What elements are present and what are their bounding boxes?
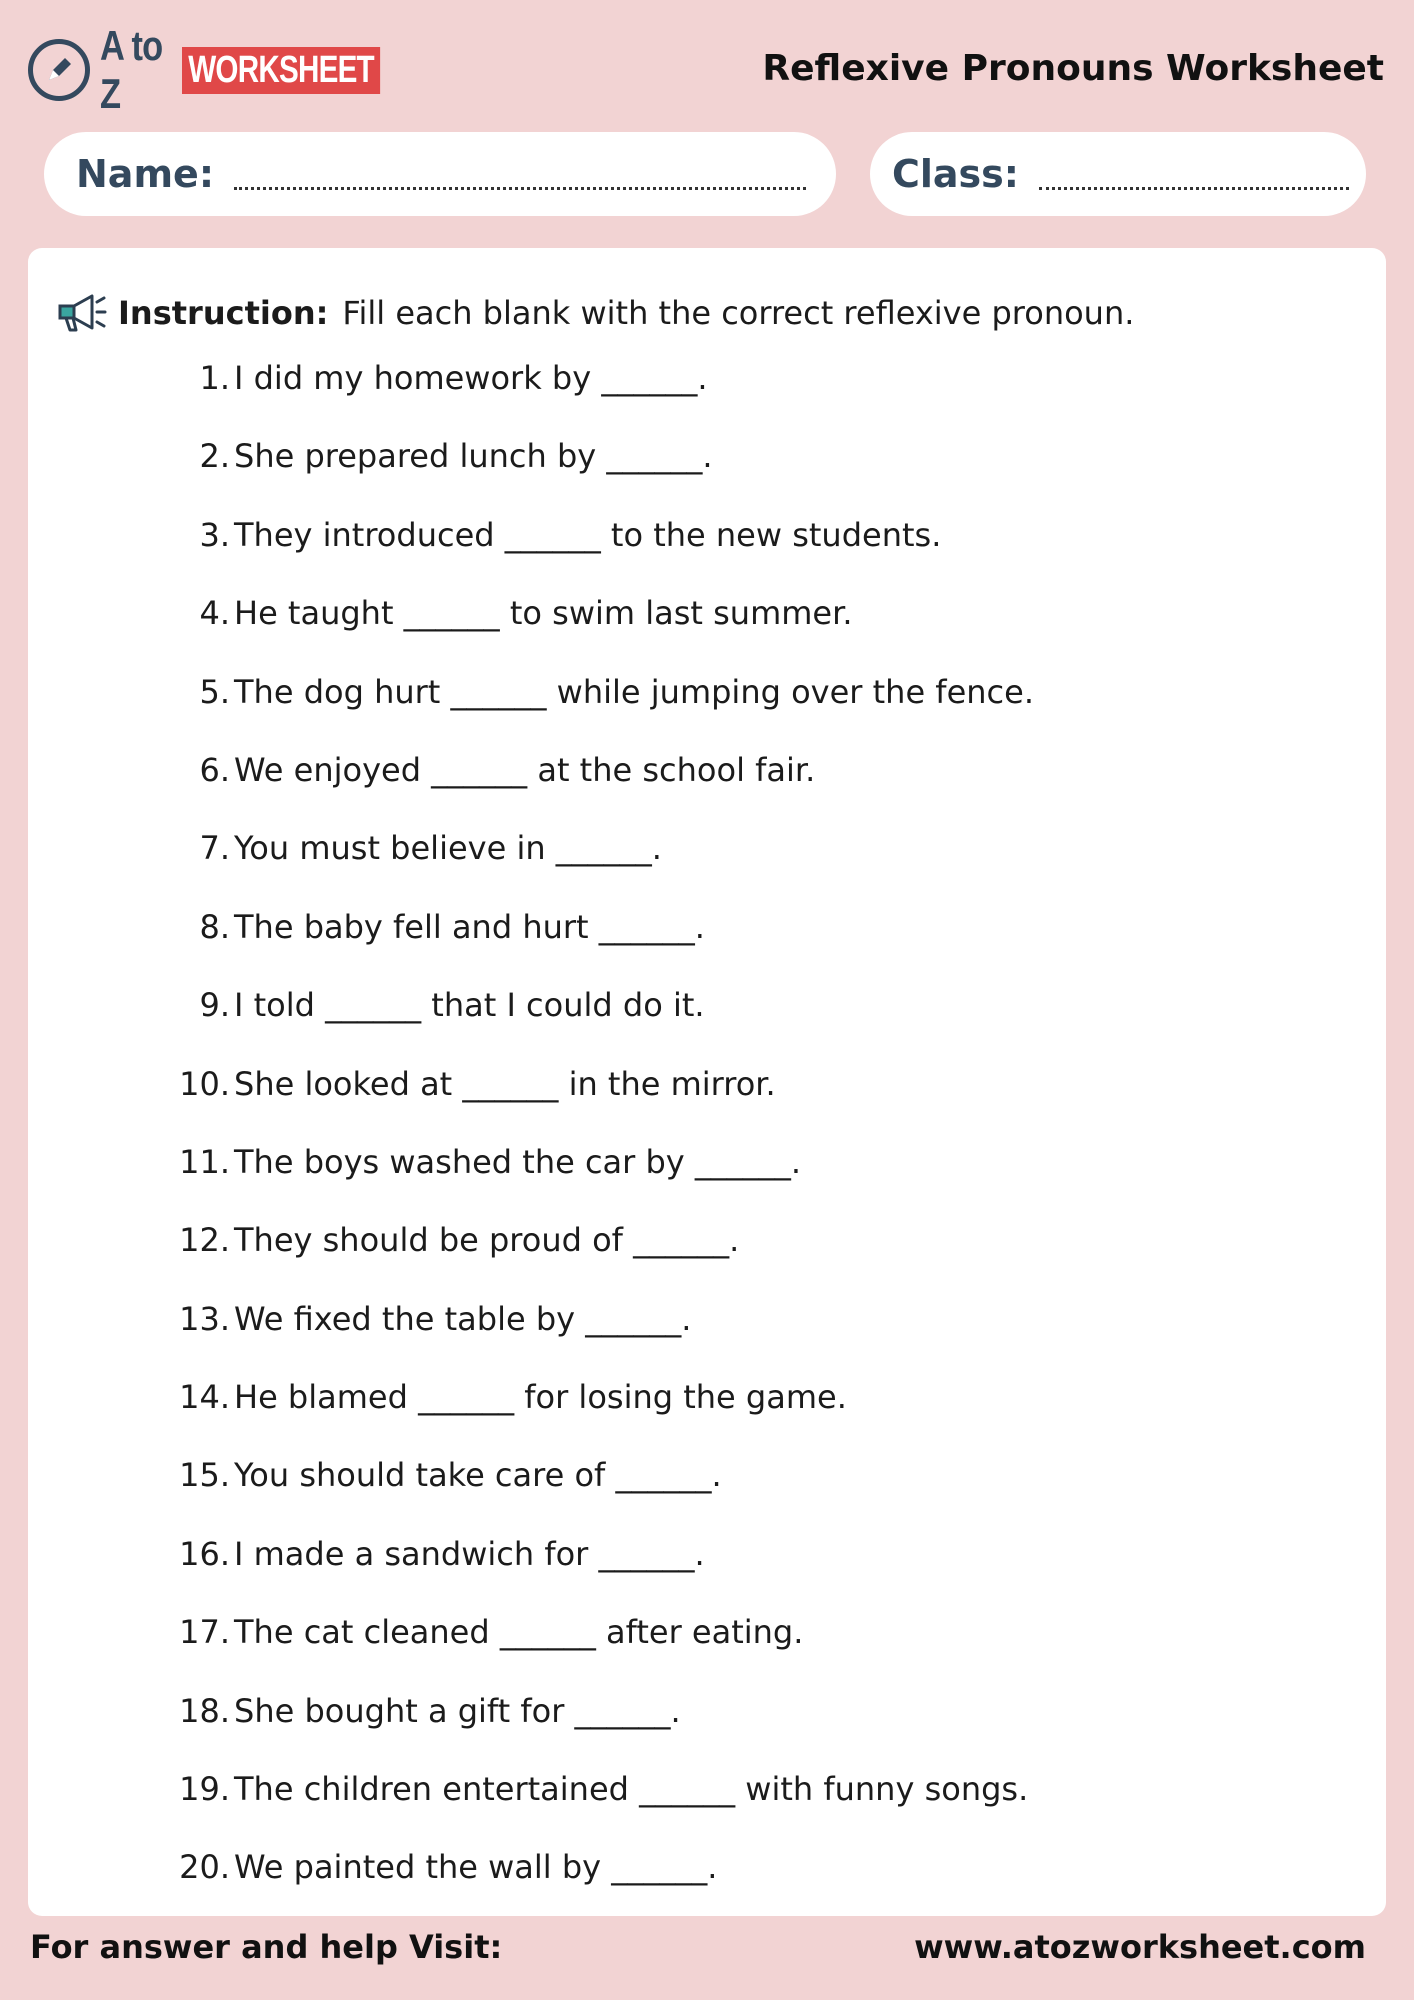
question-text[interactable]: The cat cleaned ______ after eating. xyxy=(234,1613,804,1652)
question-number: 1. xyxy=(199,359,230,397)
question-item xyxy=(28,1534,1386,1612)
question-text[interactable]: We fixed the table by ______. xyxy=(234,1299,692,1338)
question-item xyxy=(28,1847,1386,1925)
question-text[interactable]: We painted the wall by ______. xyxy=(234,1848,718,1887)
question-item xyxy=(28,1064,1386,1142)
question-item xyxy=(28,358,1386,436)
name-label: Name: xyxy=(76,152,215,196)
question-text[interactable]: He taught ______ to swim last summer. xyxy=(234,594,853,633)
question-text[interactable]: She looked at ______ in the mirror. xyxy=(234,1064,776,1103)
question-number: 4. xyxy=(199,594,230,633)
question-number: 17. xyxy=(179,1613,230,1652)
worksheet-card xyxy=(28,248,1386,1916)
question-item xyxy=(28,1612,1386,1690)
question-item xyxy=(28,1299,1386,1377)
question-text[interactable]: The boys washed the car by ______. xyxy=(234,1142,802,1181)
question-number: 6. xyxy=(199,750,230,789)
question-item xyxy=(28,985,1386,1063)
instruction-text: Fill each blank with the correct reflexive pronoun. xyxy=(342,294,1135,332)
question-item xyxy=(28,672,1386,750)
instruction-label: Instruction: xyxy=(118,294,329,332)
question-text[interactable]: The baby fell and hurt ______. xyxy=(234,907,705,946)
name-field-container xyxy=(44,132,836,216)
megaphone-icon xyxy=(54,290,108,336)
instruction xyxy=(54,290,1134,336)
question-item xyxy=(28,1142,1386,1220)
class-field[interactable] xyxy=(1039,159,1349,190)
question-number: 19. xyxy=(179,1770,230,1809)
question-item xyxy=(28,1377,1386,1455)
question-text[interactable]: The children entertained ______ with funny songs. xyxy=(234,1770,1029,1809)
question-item xyxy=(28,828,1386,906)
question-text[interactable]: He blamed ______ for losing the game. xyxy=(234,1378,847,1417)
question-number: 7. xyxy=(199,829,230,868)
question-item xyxy=(28,907,1386,985)
footer-help-text: For answer and help Visit: xyxy=(30,1928,503,1966)
question-text[interactable]: I told ______ that I could do it. xyxy=(234,986,705,1025)
question-text[interactable]: She bought a gift for ______. xyxy=(234,1691,681,1730)
question-item xyxy=(28,515,1386,593)
question-number: 5. xyxy=(199,672,230,711)
question-number: 18. xyxy=(179,1691,230,1730)
question-number: 3. xyxy=(199,515,230,554)
question-number: 15. xyxy=(179,1456,230,1495)
question-number: 9. xyxy=(199,986,230,1025)
question-item xyxy=(28,1769,1386,1847)
question-item xyxy=(28,436,1386,514)
logo xyxy=(28,22,436,117)
question-text[interactable]: The dog hurt ______ while jumping over the fence. xyxy=(234,672,1034,711)
question-item xyxy=(28,593,1386,671)
question-text[interactable]: You should take care of ______. xyxy=(234,1456,722,1495)
pencil-icon xyxy=(28,39,90,101)
question-number: 2. xyxy=(199,437,230,476)
question-number: 20. xyxy=(179,1848,230,1887)
question-number: 12. xyxy=(179,1221,230,1260)
question-number: 16. xyxy=(179,1534,230,1573)
question-item xyxy=(28,750,1386,828)
logo-worksheet-box: WORKSHEET xyxy=(182,47,380,94)
question-number: 10. xyxy=(179,1064,230,1103)
question-text[interactable]: They introduced ______ to the new students. xyxy=(234,515,942,554)
question-number: 8. xyxy=(199,907,230,946)
class-field-container xyxy=(870,132,1366,216)
question-text[interactable]: You must believe in ______. xyxy=(234,829,662,868)
question-list xyxy=(28,358,1386,1926)
name-field[interactable] xyxy=(234,159,806,190)
question-item xyxy=(28,1220,1386,1298)
question-text[interactable]: They should be proud of ______. xyxy=(234,1221,740,1260)
question-item xyxy=(28,1455,1386,1533)
footer-website-link[interactable]: www.atozworksheet.com xyxy=(914,1928,1366,1966)
question-text[interactable]: I made a sandwich for ______. xyxy=(234,1534,705,1573)
question-item xyxy=(28,1691,1386,1769)
page-title: Reflexive Pronouns Worksheet xyxy=(762,48,1384,89)
question-number: 14. xyxy=(179,1378,230,1417)
question-text[interactable]: We enjoyed ______ at the school fair. xyxy=(234,750,816,789)
question-number: 13. xyxy=(179,1299,230,1338)
question-text[interactable]: I did my homework by ______. xyxy=(234,359,708,397)
class-label: Class: xyxy=(892,152,1019,196)
question-number: 11. xyxy=(179,1142,230,1181)
logo-text: A to Z xyxy=(100,22,163,117)
question-text[interactable]: She prepared lunch by ______. xyxy=(234,437,713,476)
